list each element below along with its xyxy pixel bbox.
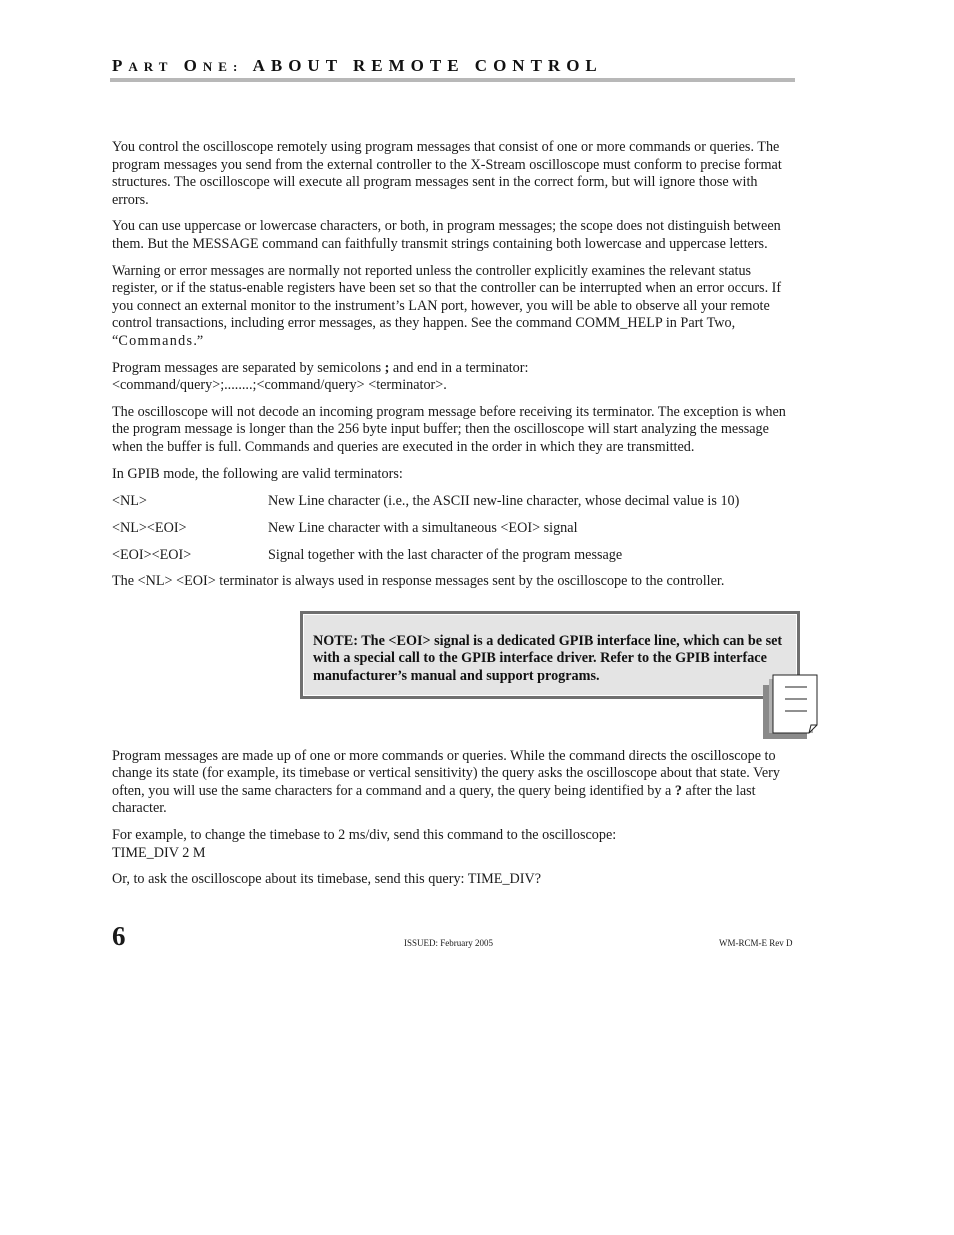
header-part-initial: P (112, 56, 129, 75)
separators-text: Program messages are separated by semicolons (112, 359, 385, 376)
header-colon: : (232, 59, 244, 74)
note-area (112, 600, 796, 748)
note-text: NOTE: The <EOI> signal is a dedicated GPIB interface line, which can be set with a special call to the GPIB interface driver. Refer to the GPIB interface manufacturer’s manual and support programs. (303, 614, 797, 696)
header-part-rest: ART (128, 59, 174, 74)
paragraph-commands-queries (112, 748, 796, 818)
paragraph-errors (112, 263, 796, 351)
paragraph-intro: You control the oscilloscope remotely using program messages that consist of one or more commands or queries. The program messages you send from the external controller to the X-Stream oscilloscope must conform to precise format structures. The oscilloscope will execute all program messages sent in the correct form, but will ignore those with errors. (112, 139, 782, 208)
page-number: 6 (112, 921, 126, 951)
terminator-row (112, 520, 796, 547)
terminator-description: New Line character with a simultaneous <EOI> signal (268, 520, 578, 537)
header-one-rest: NE (202, 59, 233, 74)
terminator-name: <EOI><EOI> (112, 547, 192, 564)
command-example-text: For example, to change the timebase to 2 ms/div, send this command to the oscilloscope: (112, 827, 617, 844)
terminator-description: New Line character (i.e., the ASCII new-line character, whose decimal value is 10) (268, 493, 740, 510)
terminator-description: Signal together with the last character of the program message (268, 547, 623, 564)
issued-date: ISSUED: February 2005 (404, 938, 493, 948)
separators-text-end: and end in a terminator: (389, 359, 529, 376)
header-rule (110, 78, 795, 82)
paragraph-separators (112, 360, 796, 395)
note-page-icon (763, 673, 819, 739)
commands-queries-end: after the last character. (112, 782, 756, 817)
page-header (112, 56, 795, 76)
terminator-list (112, 493, 796, 574)
message-syntax: <command/query>;........;<command/query> <terminator>. (112, 377, 447, 394)
terminator-row (112, 547, 796, 574)
semicolon-symbol: ; (384, 359, 390, 376)
query-symbol: ? (674, 782, 682, 799)
note-box (300, 611, 800, 699)
paragraph-response-terminator: The <NL> <EOI> terminator is always used in response messages sent by the oscilloscope to the controller. (112, 573, 725, 590)
paragraph-case: You can use uppercase or lowercase characters, or both, in program messages; the scope does not distinguish between them. But the MESSAGE command can faithfully transmit strings containing both lowercase and uppercase letters. (112, 218, 781, 252)
terminator-name: <NL><EOI> (112, 520, 187, 537)
commands-queries-text: Program messages are made up of one or more commands or queries. While the command directs the oscilloscope to change its state (for example, its timebase or vertical sensitivity) the query asks the oscilloscope about that state. Very often, you will use the same characters for a command and a query, the query being identified by a (112, 747, 780, 799)
command-example-code: TIME_DIV 2 M (112, 844, 206, 861)
paragraph-errors-end: .” (193, 332, 204, 349)
commands-reference: Commands (118, 332, 194, 349)
document-revision: WM-RCM-E Rev D (719, 938, 793, 948)
paragraph-errors-text: Warning or error messages are normally not reported unless the controller explicitly examines the relevant status register, or if the status-enable registers have been set so that the controller can be interrupted when an error occurs. If you connect an external monitor to the instrument’s LAN port, however, you will be able to observe all your remote control transactions, including error messages, as they happen. See the command COMM_HELP in Part Two, “ (112, 262, 782, 349)
header-topic: ABOUT REMOTE CONTROL (252, 56, 603, 75)
paragraph-query-example: Or, to ask the oscilloscope about its timebase, send this query: TIME_DIV? (112, 871, 542, 888)
header-one-initial: O (183, 56, 203, 75)
terminator-row (112, 493, 796, 520)
paragraph-decoding: The oscilloscope will not decode an incoming program message before receiving its terminator. The exception is when the program message is longer than the 256 byte input buffer; then the oscilloscope will start analyzing the message when the buffer is full. Commands and queries are executed in the order in which they are transmitted. (112, 403, 786, 455)
terminator-name: <NL> (112, 493, 147, 510)
page-body (112, 139, 796, 898)
paragraph-command-example (112, 827, 796, 862)
paragraph-gpib-terminators: In GPIB mode, the following are valid terminators: (112, 465, 403, 482)
